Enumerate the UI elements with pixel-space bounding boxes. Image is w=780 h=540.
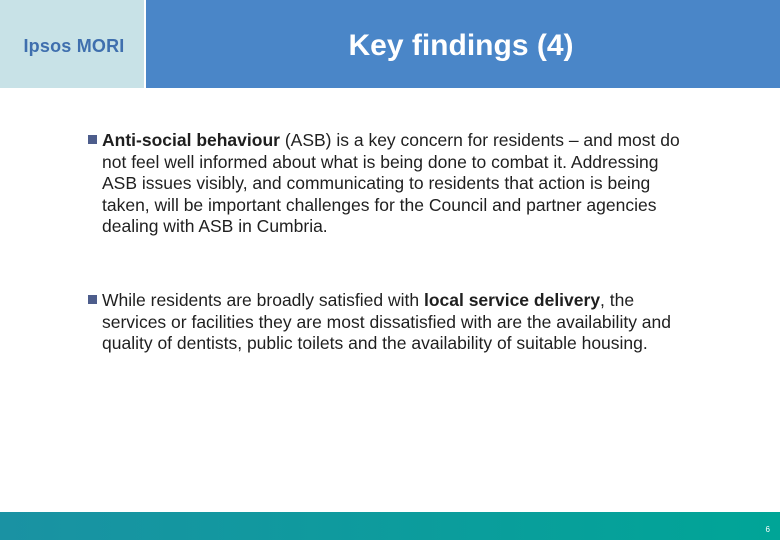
ipsos-mori-logo: Ipsos MORI [23,35,125,56]
bullet-body: (ASB) is a key concern for residents – and most do not feel well informed about what is being done to combat it. Addressing ASB issues visibly, and communicating to residents that action is being taken, will be important challenges for the Council and partner agencies dealing with ASB in Cumbria. [102,130,680,236]
bullet-item-services [88,290,688,355]
square-bullet-icon [88,135,97,144]
page-title: Key findings (4) [348,29,574,62]
title-bar [146,0,780,88]
bullet-item-asb [88,130,688,238]
bullet-body-start: While residents are broadly satisfied with [102,290,424,310]
bullet-text [102,290,682,355]
bullet-bold-lead: Anti-social behaviour [102,130,280,150]
footer-bar [0,512,780,540]
bullet-bold-mid: local service delivery [423,290,601,310]
bullet-body-end: , the services or facilities they are most dissatisfied with are the availability and quality of dentists, public toilets and the availability of suitable housing. [102,290,671,353]
square-bullet-icon [88,295,97,304]
bullet-text [102,130,682,238]
logo-panel [0,0,144,88]
page-number: 6 [765,525,770,534]
